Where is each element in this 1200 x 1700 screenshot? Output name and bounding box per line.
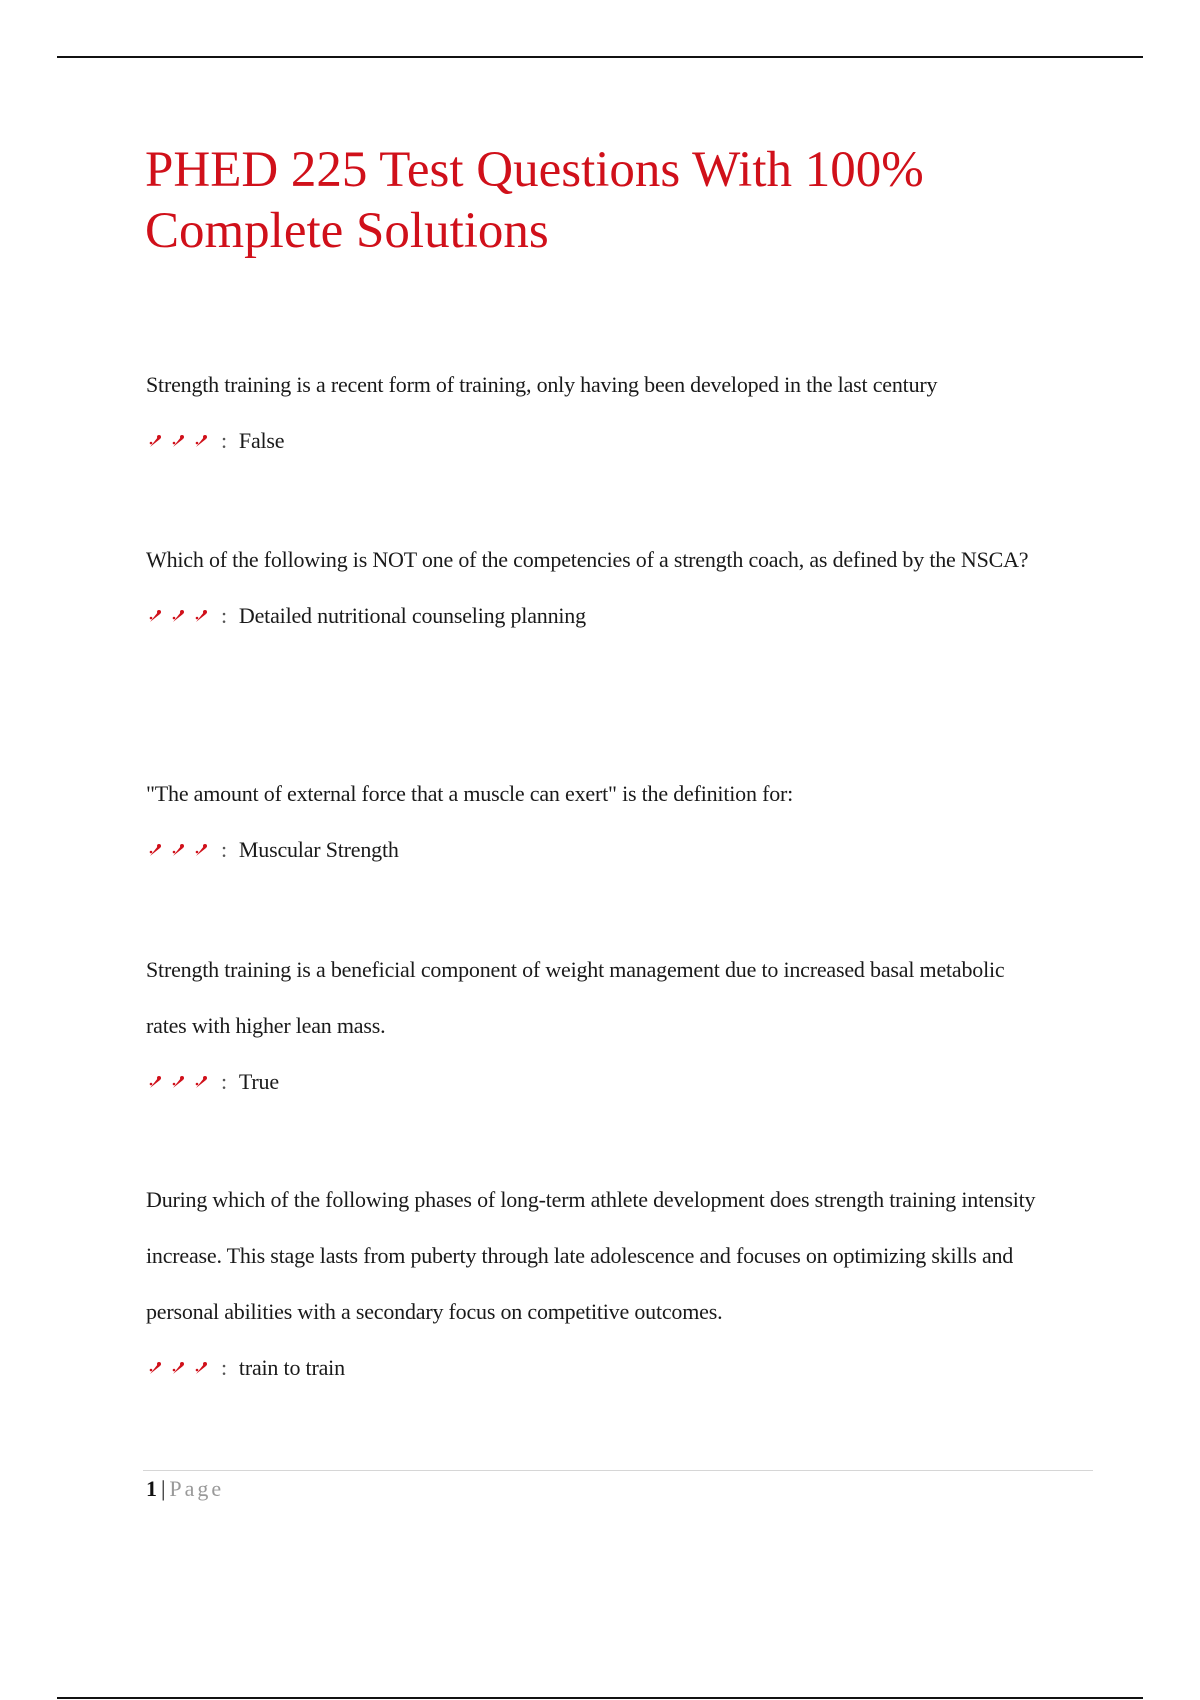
bottom-rule [57, 1697, 1143, 1699]
page-footer [146, 1474, 224, 1504]
answer-row [146, 1340, 1046, 1396]
qa-item [146, 766, 1046, 878]
answer-row [146, 413, 1046, 469]
top-rule [57, 56, 1143, 58]
red-sparkle-icon [192, 606, 212, 626]
answer-marker [146, 1072, 215, 1092]
question-text: Which of the following is NOT one of the competencies of a strength coach, as defined by the NSCA? [146, 547, 1029, 572]
red-sparkle-icon [192, 1072, 212, 1092]
qa-item [146, 1172, 1046, 1396]
page-label: Page [169, 1476, 225, 1501]
red-sparkle-icon [169, 1072, 189, 1092]
page-number: 1 [146, 1476, 157, 1501]
answer-text: True [238, 1069, 279, 1094]
qa-item [146, 357, 1046, 469]
red-sparkle-icon [146, 1072, 166, 1092]
document-title: PHED 225 Test Questions With 100% Complete Solutions [145, 142, 924, 259]
red-sparkle-icon [146, 431, 166, 451]
answer-text: train to train [238, 1355, 345, 1380]
red-sparkle-icon [169, 431, 189, 451]
qa-item [146, 532, 1046, 644]
red-sparkle-icon [146, 606, 166, 626]
page-separator: | [161, 1476, 166, 1501]
red-sparkle-icon [169, 606, 189, 626]
answer-row [146, 1054, 1046, 1110]
answer-text: Muscular Strength [238, 837, 399, 862]
answer-colon: : [221, 428, 227, 453]
answer-colon: : [221, 1069, 227, 1094]
question-text: Strength training is a beneficial component of weight management due to increased basal metabolic rates with higher lean mass. [146, 957, 1005, 1038]
answer-marker [146, 1358, 215, 1378]
red-sparkle-icon [192, 840, 212, 860]
answer-marker [146, 606, 215, 626]
footer-rule [143, 1470, 1093, 1471]
answer-colon: : [221, 837, 227, 862]
answer-colon: : [221, 1355, 227, 1380]
red-sparkle-icon [192, 431, 212, 451]
red-sparkle-icon [169, 840, 189, 860]
answer-marker [146, 840, 215, 860]
red-sparkle-icon [192, 1358, 212, 1378]
red-sparkle-icon [146, 1358, 166, 1378]
answer-marker [146, 431, 215, 451]
answer-row [146, 822, 1046, 878]
answer-colon: : [221, 603, 227, 628]
question-text: "The amount of external force that a muscle can exert" is the definition for: [146, 781, 794, 806]
answer-text: Detailed nutritional counseling planning [238, 603, 586, 628]
question-text: During which of the following phases of long-term athlete development does strength training intensity increase. This stage lasts from puberty through late adolescence and focuses on optimizing skills and personal abilities with a secondary focus on competitive outcomes. [146, 1187, 1036, 1324]
answer-row [146, 588, 1046, 644]
red-sparkle-icon [146, 840, 166, 860]
question-text: Strength training is a recent form of training, only having been developed in the last century [146, 372, 938, 397]
answer-text: False [238, 428, 285, 453]
qa-item [146, 942, 1046, 1110]
red-sparkle-icon [169, 1358, 189, 1378]
